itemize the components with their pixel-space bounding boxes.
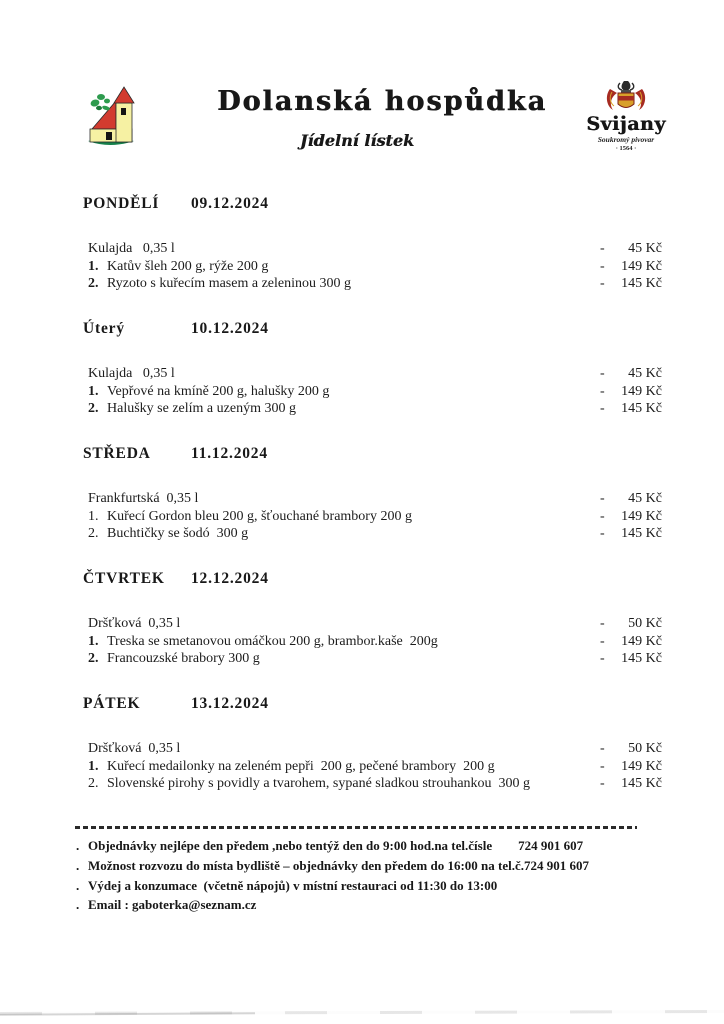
day-date: 13.12.2024 [191,695,269,712]
menu-item-row [88,775,688,793]
item-number: 1. [88,258,99,274]
item-number: 1. [88,383,99,399]
svijany-name: Svijany [586,113,666,135]
item-text: Kuřecí Gordon bleu 200 g, šťouchané brambory 200 g [107,508,412,524]
day-name: ČTVRTEK [83,570,165,587]
item-number: 1. [88,633,99,649]
price-dash: - [600,651,605,666]
day-heading [83,445,268,463]
item-price [600,650,662,668]
day-items [88,740,688,793]
price-dash: - [600,741,605,756]
price-value: 149 Kč [621,383,662,399]
footer-note [76,876,676,896]
day-date: 09.12.2024 [191,195,269,212]
item-price [600,490,662,508]
price-value: 145 Kč [621,276,662,291]
price-value: 45 Kč [628,366,662,381]
footer-separator-line [75,826,637,829]
price-dash: - [600,383,605,399]
item-number: 2. [88,651,99,666]
price-dash: - [600,526,605,541]
menu-item-row [88,615,688,633]
note-text: Možnost rozvozu do místa bydliště – objednávky den předem do 16:00 na tel.č.724 901 607 [88,857,589,873]
price-dash: - [600,366,605,381]
note-bullet-icon: . [76,897,80,913]
page-subtitle: Jídelní lístek [299,131,415,150]
item-text: Kuřecí medailonky na zeleném pepři 200 g, pečené brambory 200 g [107,758,495,774]
day-date: 10.12.2024 [191,320,269,337]
day-items [88,240,688,293]
menu-item-row [88,758,688,776]
menu-item-row [88,525,688,543]
menu-item-row [88,490,688,508]
price-dash: - [600,401,605,416]
menu-item-row [88,258,688,276]
menu-item-row [88,365,688,383]
price-dash: - [600,491,605,506]
item-price [600,400,662,418]
price-dash: - [600,276,605,291]
item-text: Frankfurtská 0,35 l [88,491,199,506]
day-items [88,490,688,543]
price-value: 149 Kč [621,633,662,649]
price-value: 149 Kč [621,758,662,774]
menu-item-row [88,740,688,758]
svijany-year: · 1564 · [615,145,637,152]
item-price [600,525,662,543]
item-text: Dršťková 0,35 l [88,741,181,756]
item-price [600,633,662,651]
note-text: Výdej a konzumace (včetně nápojů) v místní restauraci od 11:30 do 13:00 [88,877,498,893]
price-dash: - [600,616,605,631]
item-number: 2. [88,526,99,541]
footer-note [76,895,676,915]
price-value: 50 Kč [628,616,662,631]
menu-item-row [88,240,688,258]
price-dash: - [600,758,605,774]
day-heading [83,195,269,213]
footer-note [76,836,676,856]
item-text: Vepřové na kmíně 200 g, halušky 200 g [107,383,330,399]
day-section-1 [0,195,724,305]
item-price [600,615,662,633]
day-section-3 [0,445,724,555]
svijany-logo [579,80,673,152]
menu-item-row [88,400,688,418]
note-phone: 724 901 607 [518,838,584,853]
item-price [600,740,662,758]
day-name: STŘEDA [83,445,151,462]
day-heading [83,320,269,338]
item-text: Ryzoto s kuřecím masem a zeleninou 300 g [107,276,351,291]
item-price [600,365,662,383]
item-number: 1. [88,758,99,774]
price-value: 145 Kč [621,526,662,541]
item-text: Kulajda 0,35 l [88,241,175,256]
scan-artifact [0,1012,255,1016]
item-text: Francouzské brabory 300 g [107,651,260,666]
price-value: 145 Kč [621,776,662,791]
day-name: PONDĚLÍ [83,195,160,212]
item-text: Katův šleh 200 g, rýže 200 g [107,258,269,274]
note-bullet-icon: . [76,857,80,873]
item-text: Treska se smetanovou omáčkou 200 g, brambor.kaše 200g [107,633,438,649]
page-title: Dolanská hospůdka [216,86,548,117]
price-value: 149 Kč [621,258,662,274]
note-text: Email : gaboterka@seznam.cz [88,897,257,913]
item-price [600,258,662,276]
price-value: 145 Kč [621,401,662,416]
item-text: Buchtičky se šodó 300 g [107,526,249,541]
svijany-tagline: Soukromý pivovar [597,135,655,144]
item-price [600,508,662,526]
price-dash: - [600,258,605,274]
price-value: 50 Kč [628,741,662,756]
menu-item-row [88,633,688,651]
price-value: 45 Kč [628,491,662,506]
note-bullet-icon: . [76,838,80,853]
item-text: Slovenské pirohy s povidly a tvarohem, sypané sladkou strouhankou 300 g [107,776,531,791]
day-items [88,365,688,418]
item-number: 2. [88,776,99,791]
footer-notes [76,836,676,915]
menu-item-row [88,508,688,526]
day-name: PÁTEK [83,695,141,712]
item-text: Dršťková 0,35 l [88,616,181,631]
price-dash: - [600,508,605,524]
note-bullet-icon: . [76,877,80,893]
day-section-2 [0,320,724,430]
item-number: 1. [88,508,99,524]
price-dash: - [600,633,605,649]
day-section-4 [0,570,724,680]
day-date: 11.12.2024 [191,445,268,462]
price-value: 45 Kč [628,241,662,256]
item-price [600,275,662,293]
item-price [600,758,662,776]
price-dash: - [600,241,605,256]
menu-item-row [88,383,688,401]
note-text: Objednávky nejlépe den předem ,nebo tentýž den do 9:00 hod.na tel.čísle [88,838,493,853]
item-price [600,383,662,401]
item-number: 2. [88,401,99,416]
item-price [600,775,662,793]
day-heading [83,570,269,588]
day-date: 12.12.2024 [191,570,269,587]
price-dash: - [600,776,605,791]
item-number: 2. [88,276,99,291]
item-text: Halušky se zelím a uzeným 300 g [107,401,296,416]
day-items [88,615,688,668]
item-text: Kulajda 0,35 l [88,366,175,381]
church-logo-icon [88,85,138,147]
item-price [600,240,662,258]
price-value: 149 Kč [621,508,662,524]
svijany-crest-icon [604,80,648,116]
day-heading [83,695,269,713]
day-name: Úterý [83,320,125,337]
footer-note [76,856,676,876]
menu-item-row [88,650,688,668]
price-value: 145 Kč [621,651,662,666]
menu-item-row [88,275,688,293]
day-section-5 [0,695,724,805]
